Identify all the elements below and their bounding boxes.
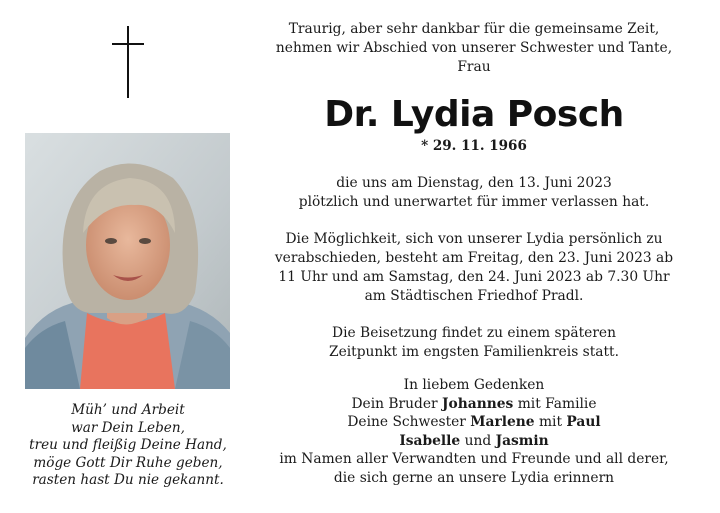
farewell-line: am Städtischen Friedhof Pradl. <box>364 288 584 304</box>
intro <box>258 20 690 77</box>
farewell-line: Die Möglichkeit, sich von unserer Lydia persönlich zu <box>285 231 663 247</box>
farewell-notice <box>258 230 690 306</box>
sister-prefix: Deine Schwester <box>347 414 471 431</box>
poem-line: Müh’ und Arbeit <box>71 402 185 418</box>
farewell-line: 11 Uhr und am Samstag, den 24. Juni 2023 ab 7.30 Uhr <box>278 269 670 285</box>
intro-line: nehmen wir Abschied von unserer Schwester und Tante, <box>275 40 673 56</box>
burial-line: Die Beisetzung findet zu einem späteren <box>332 325 616 341</box>
deceased-name: Dr. Lydia Posch <box>324 94 624 135</box>
mourners <box>258 376 690 488</box>
poem-line: treu und fleißig Deine Hand, <box>29 437 227 454</box>
birth-date: * 29. 11. 1966 <box>421 138 527 154</box>
poem-line: war Dein Leben, <box>71 419 185 436</box>
brother-line <box>258 395 690 414</box>
death-line: plötzlich und unerwartet für immer verlassen hat. <box>298 194 650 210</box>
poem-line: rasten hast Du nie gekannt. <box>32 472 224 489</box>
farewell-line: verabschieden, besteht am Freitag, den 23. Juni 2023 ab <box>274 250 674 266</box>
cross-icon <box>112 26 144 98</box>
sister-mid: mit <box>534 414 567 431</box>
memory-line: In liebem Gedenken <box>403 377 545 393</box>
portrait-photo <box>25 133 230 389</box>
death-notice <box>258 174 690 212</box>
brother-prefix: Dein Bruder <box>351 395 443 412</box>
burial-line: Zeitpunkt im engsten Familienkreis statt. <box>329 344 619 360</box>
relatives-line: im Namen aller Verwandten und Freunde und all derer, <box>279 451 669 468</box>
death-line: die uns am Dienstag, den 13. Juni 2023 <box>336 175 612 191</box>
and-word: und <box>460 432 496 449</box>
intro-line: Frau <box>457 59 491 75</box>
child-name: Isabelle <box>399 432 461 449</box>
burial-notice <box>258 324 690 362</box>
poem <box>14 402 242 490</box>
brother-name: Johannes <box>442 395 514 412</box>
sister-line <box>258 413 690 432</box>
intro-line: Traurig, aber sehr dankbar für die gemeinsame Zeit, <box>288 21 660 37</box>
child-name: Jasmin <box>495 432 549 449</box>
sister-name: Marlene <box>470 414 535 431</box>
relatives-line: die sich gerne an unsere Lydia erinnern <box>333 469 615 486</box>
poem-line: möge Gott Dir Ruhe geben, <box>33 454 223 471</box>
brother-suffix: mit Familie <box>513 395 597 412</box>
partner-name: Paul <box>566 414 601 431</box>
children-line <box>258 432 690 451</box>
obituary-text <box>258 20 690 488</box>
